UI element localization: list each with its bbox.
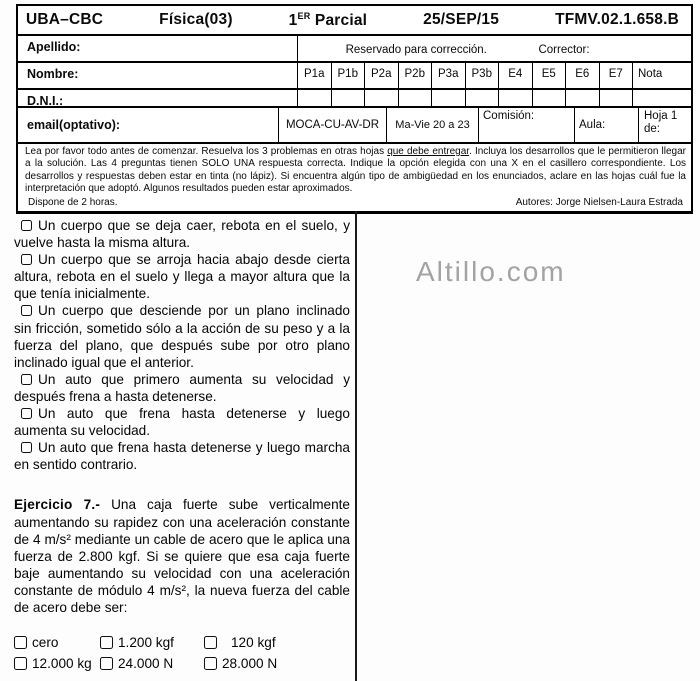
grade-blank-cell — [533, 90, 567, 106]
exam-header-form — [16, 4, 693, 214]
apellido-label: Apellido: — [18, 36, 298, 61]
instructions-text: Lea por favor todo antes de comenzar. Resuelva los 3 problemas en otras hojas que debe entregar. Incluya los desarrollos que le permitieron llegar a la solución. Las 4 preguntas tienen SOLO UNA respuesta correcta. Indique la opción elegida con una X en el casillero correspondiente. Los desarrollos y respuestas deben estar en tinta (no lápiz). Si encuentra algún tipo de ambigüedad en los enunciados, aclare en las hojas cuál fue la interpretación que adoptó. Algunos resultados pueden estar aproximados. — [25, 146, 686, 194]
grade-col-p1a: P1a — [298, 63, 332, 88]
grade-col-e5: E5 — [533, 63, 567, 88]
grade-header-cells — [298, 63, 691, 88]
question-column — [14, 217, 350, 672]
option-text: Un auto que primero aumenta su velocidad y después frena a hasta detenerse. — [14, 371, 350, 404]
dni-row — [18, 88, 691, 106]
grade-blank-cell — [566, 90, 600, 106]
option-item — [14, 405, 350, 439]
answer-item — [100, 634, 204, 651]
email-label: email(optativo): — [18, 108, 279, 142]
answer-checkbox[interactable] — [204, 636, 217, 649]
option-checkbox[interactable] — [21, 305, 32, 316]
sede-code-label: MOCA-CU-AV-DR — [279, 108, 387, 142]
hoja-line1: Hoja 1 — [644, 110, 678, 122]
grade-blank-cell — [432, 90, 466, 106]
answer-label: 120 kgf — [231, 635, 276, 651]
option-text: Un cuerpo que desciende por un plano inclinado sin fricción, sometido sólo a la acción de su peso y a la fuerza del plano, que después sube por otro plano inclinado igual que el anterior. — [14, 303, 350, 370]
grade-empty-cells — [298, 90, 691, 106]
answer-item — [14, 655, 100, 672]
authors-label: Autores: Jorge Nielsen-Laura Estrada — [515, 197, 683, 209]
dni-label: D.N.I.: — [18, 90, 298, 106]
grade-blank-cell — [466, 90, 500, 106]
grade-blank-cell — [332, 90, 366, 106]
option-checkbox[interactable] — [21, 408, 32, 419]
nombre-label: Nombre: — [18, 63, 298, 88]
grade-col-p3a: P3a — [432, 63, 466, 88]
answer-checkbox[interactable] — [14, 636, 27, 649]
answer-label: 1.200 kgf — [118, 635, 174, 651]
answer-checkbox[interactable] — [204, 657, 217, 670]
answer-checkbox[interactable] — [100, 657, 113, 670]
answer-label: 24.000 N — [118, 656, 174, 672]
hoja-line2: de: — [644, 123, 660, 135]
answer-checkbox[interactable] — [14, 657, 27, 670]
email-row — [18, 106, 691, 142]
option-checkbox[interactable] — [21, 254, 32, 265]
option-item — [14, 251, 350, 302]
exam-code: TFMV.02.1.658.B — [555, 11, 679, 28]
grade-col-nota: Nota — [638, 68, 663, 80]
option-item — [14, 302, 350, 370]
grade-col-e6: E6 — [566, 63, 600, 88]
grade-col-p3b: P3b — [466, 63, 500, 88]
correction-area — [298, 36, 691, 61]
exam-number-label: 1ER Parcial — [288, 10, 368, 29]
hoja-label — [639, 108, 691, 142]
exam-ordinal-sup: ER — [297, 10, 311, 21]
must-hand-in-underline: que debe entregar — [387, 146, 470, 157]
exercise-7-label: Ejercicio 7.- — [14, 497, 101, 513]
answer-item — [204, 634, 350, 651]
exam-title-row — [18, 6, 691, 34]
option-item — [14, 217, 350, 251]
aula-label: Aula: — [575, 108, 639, 142]
column-divider-line — [355, 211, 357, 681]
grade-blank-cell — [633, 90, 691, 106]
watermark-text: Altillo.com — [416, 256, 566, 287]
option-text: Un cuerpo que se deja caer, rebota en el suelo, y vuelve hasta la misma altura. — [14, 218, 350, 251]
grade-blank-cell — [499, 90, 533, 106]
grade-col-e7: E7 — [600, 63, 634, 88]
answer-grid — [14, 634, 350, 672]
corrector-label: Corrector: — [538, 43, 590, 56]
exercise-7-statement — [14, 496, 350, 616]
comision-label: Comisión: — [479, 108, 575, 142]
grade-col-p2b: P2b — [399, 63, 433, 88]
reserved-for-correction-label: Reservado para corrección. — [345, 43, 487, 56]
option-checkbox[interactable] — [21, 442, 32, 453]
instructions-row — [18, 142, 691, 211]
answer-item — [100, 655, 204, 672]
exam-date: 25/SEP/15 — [423, 11, 500, 28]
answer-label: cero — [32, 635, 59, 651]
option-checkbox[interactable] — [21, 374, 32, 385]
apellido-row — [18, 34, 691, 61]
course-label: Física(03) — [159, 11, 233, 28]
grade-blank-cell — [365, 90, 399, 106]
instructions-footer — [18, 197, 691, 211]
time-allowed-label: Dispone de 2 horas. — [28, 197, 118, 209]
university-label: UBA–CBC — [26, 11, 104, 28]
answer-item — [204, 655, 350, 672]
exercise-7-text: Una caja fuerte sube verticalmente aumentando su rapidez con una aceleración constante de 4 m/s² mediante un cable de acero que le aplica una fuerza de 2.800 kgf. Si se quiere que esa caja fuerte baje aumentando su velocidad con una aceleración constante de módulo 4 m/s², la nueva fuerza del cable de acero debe ser: — [14, 497, 350, 615]
grade-col-p2a: P2a — [365, 63, 399, 88]
option-text: Un cuerpo que se arroja hacia abajo desde cierta altura, rebota en el suelo y llega a mayor altura que la que tenía inicialmente. — [14, 252, 350, 302]
answer-checkbox[interactable] — [100, 636, 113, 649]
grade-col-p1b: P1b — [332, 63, 366, 88]
answer-label: 28.000 N — [222, 656, 278, 672]
option-checkbox[interactable] — [21, 220, 32, 231]
grade-blank-cell — [399, 90, 433, 106]
answer-label: 12.000 kg — [32, 656, 92, 672]
nombre-row — [18, 61, 691, 88]
grade-col-e4: E4 — [499, 63, 533, 88]
option-text: Un auto que frena hasta detenerse y luego marcha en sentido contrario. — [14, 440, 350, 473]
option-item — [14, 439, 350, 473]
schedule-label: Ma-Vie 20 a 23 — [387, 108, 479, 142]
option-text: Un auto que frena hasta detenerse y luego aumenta su velocidad. — [14, 406, 350, 439]
option-item — [14, 371, 350, 405]
grade-blank-cell — [600, 90, 634, 106]
grade-blank-cell — [298, 90, 332, 106]
answer-item — [14, 634, 100, 651]
